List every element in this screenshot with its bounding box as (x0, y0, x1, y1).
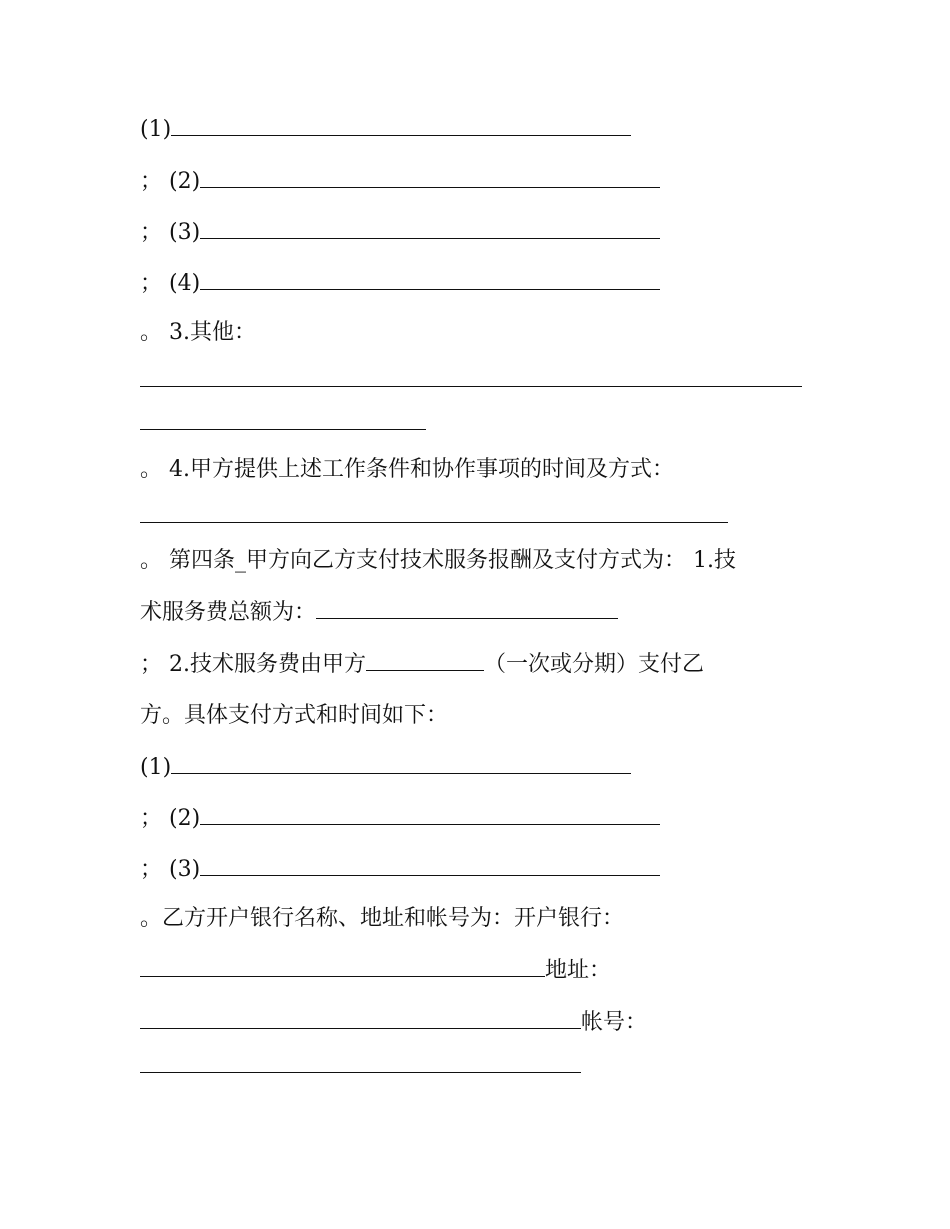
item-b-1-label: (1) (140, 755, 172, 780)
bank-label: 。乙方开户银行名称、地址和帐号为：开户银行： (140, 906, 625, 931)
item-a-4-label: ； (4) (140, 271, 201, 296)
item-b-3-blank[interactable] (200, 855, 660, 876)
item-a-1-label: (1) (140, 117, 172, 142)
item-a-4 (140, 269, 660, 299)
item-a-2 (140, 167, 660, 197)
item-b-2-blank[interactable] (200, 804, 660, 825)
address-label: 地址： (545, 958, 612, 983)
item-a-4-blank[interactable] (200, 269, 660, 290)
bank-name-blank[interactable] (140, 956, 545, 977)
item-a-1-blank[interactable] (171, 115, 631, 136)
item-b-1 (140, 753, 631, 783)
other-blank-2[interactable] (140, 429, 426, 430)
account-label: 帐号： (581, 1010, 648, 1035)
article4-line1: 。 第四条_甲方向乙方支付技术服务报酬及支付方式为： 1.技 (140, 548, 736, 573)
article4-line2 (140, 598, 618, 628)
item-a-2-label: ； (2) (140, 169, 201, 194)
item-a-3-label: ； (3) (140, 220, 201, 245)
total-fee-blank[interactable] (316, 598, 618, 619)
address-blank[interactable] (140, 1008, 581, 1029)
payment-method-blank[interactable] (366, 650, 484, 671)
item-b-3 (140, 855, 660, 885)
item-b-3-label: ； (3) (140, 857, 201, 882)
payment-method-suffix: （一次或分期）支付乙 (483, 652, 704, 677)
article4-line3 (140, 650, 704, 680)
address-line (140, 1008, 647, 1038)
other-label: 。 3.其他： (140, 320, 256, 345)
item-a-3 (140, 218, 660, 248)
item-a-2-blank[interactable] (200, 167, 660, 188)
bank-line (140, 956, 611, 986)
payment-method-label: ； 2.技术服务费由甲方 (140, 652, 366, 677)
other-blank-1[interactable] (140, 386, 802, 387)
item-b-1-blank[interactable] (171, 753, 631, 774)
item-a-1 (140, 115, 631, 145)
article4-line4: 方。具体支付方式和时间如下： (140, 703, 449, 728)
item-a-3-blank[interactable] (200, 218, 660, 239)
item-b-2-label: ； (2) (140, 806, 201, 831)
item-b-2 (140, 804, 660, 834)
provide-label: 。 4.甲方提供上述工作条件和协作事项的时间及方式： (140, 457, 674, 482)
account-blank[interactable] (140, 1072, 581, 1073)
provide-blank[interactable] (140, 522, 728, 523)
total-fee-label: 术服务费总额为： (140, 600, 317, 625)
